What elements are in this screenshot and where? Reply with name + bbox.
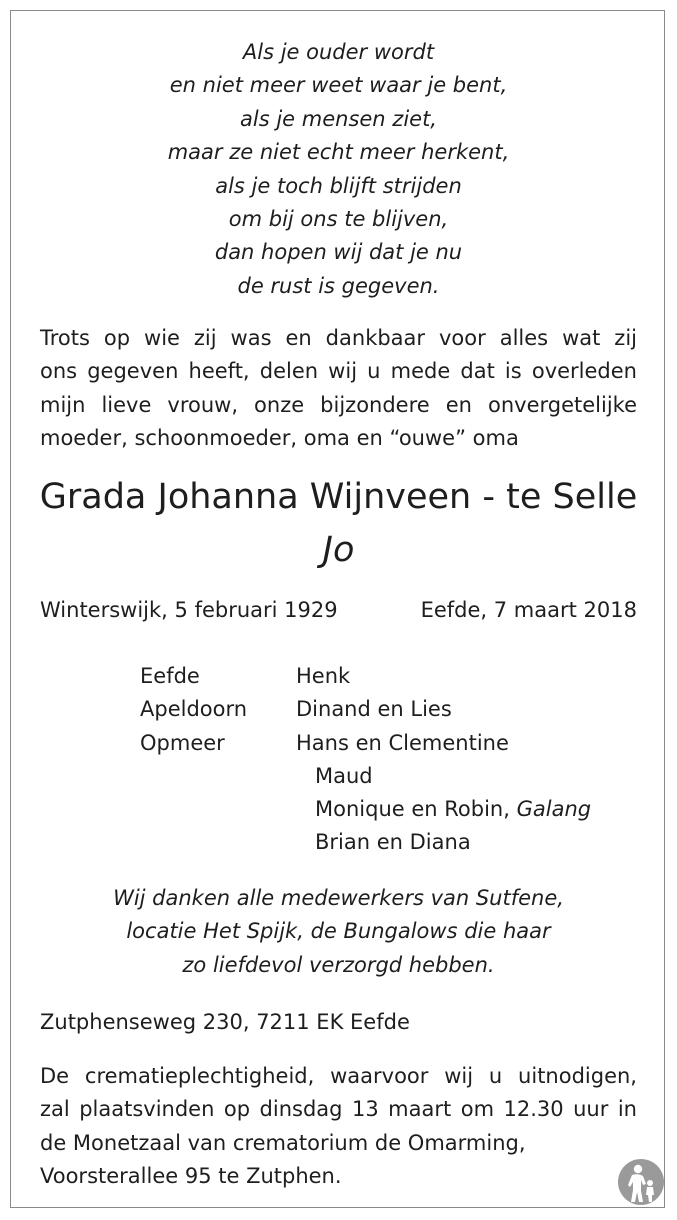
family-names: Dinand en Lies: [296, 697, 452, 722]
family-place: Eefde: [140, 664, 200, 688]
intro-line: Trots op wie zij was en dankbaar voor alles wat zij: [40, 326, 637, 350]
cremation-line: zal plaatsvinden op dinsdag 13 maart om 12.30 uur in: [40, 1097, 637, 1122]
cremation-line: Voorsterallee 95 te Zutphen.: [40, 1164, 342, 1189]
grandchild-row: [0, 793, 677, 826]
deceased-full-name: Grada Johanna Wijnveen - te Selle: [39, 477, 638, 517]
poem-line: als je mensen ziet,: [240, 106, 437, 131]
family-place: Opmeer: [140, 730, 225, 755]
poem-line: en niet meer weet waar je bent,: [169, 73, 508, 98]
birth-date: Winterswijk, 5 februari 1929: [40, 598, 338, 622]
family-place: Apeldoorn: [140, 697, 248, 722]
grandchild-names: Monique en Robin, Galang: [315, 797, 592, 822]
poem-line: de rust is gegeven.: [237, 273, 440, 298]
grandchild-row: [0, 760, 677, 793]
grandchild-names: Brian en Diana: [315, 830, 471, 855]
intro-line: moeder, schoonmoeder, oma en “ouwe” oma: [40, 426, 519, 451]
poem-line: dan hopen wij dat je nu: [214, 240, 463, 265]
poem: [40, 36, 637, 303]
thanks-line: zo liefdevol verzorgd hebben.: [182, 952, 495, 977]
intro-line: mijn lieve vrouw, onze bijzondere en onvergetelijke: [40, 392, 637, 417]
grandchild-names: Maud: [315, 763, 373, 788]
grandchild-row: [0, 826, 677, 859]
family-list: [0, 660, 677, 860]
family-names: Hans en Clementine: [296, 730, 509, 755]
cremation-details: [40, 1060, 637, 1194]
poem-line: Als je ouder wordt: [242, 40, 435, 64]
person-with-child-logo-icon: [617, 1158, 665, 1206]
family-names: Henk: [296, 664, 351, 688]
cremation-line: de Monetzaal van crematorium de Omarming,: [40, 1130, 526, 1155]
poem-line: om bij ons te blijven,: [228, 207, 449, 232]
thanks-line: locatie Het Spijk, de Bungalows die haar: [126, 919, 551, 944]
family-row: [0, 693, 677, 726]
intro-line: ons gegeven heeft, delen wij u mede dat is overleden: [40, 359, 637, 384]
thanks-note: [40, 882, 637, 982]
poem-line: als je toch blijft strijden: [215, 173, 462, 198]
family-row: [0, 660, 677, 693]
death-date: Eefde, 7 maart 2018: [420, 598, 637, 622]
grandchild-place: Galang: [516, 797, 592, 822]
family-row: [0, 727, 677, 760]
deceased-nickname: Jo: [322, 530, 355, 570]
cremation-line: De crematieplechtigheid, waarvoor wij u uitnodigen,: [40, 1064, 637, 1088]
correspondence-address: Zutphenseweg 230, 7211 EK Eefde: [40, 1010, 410, 1034]
thanks-line: Wij danken alle medewerkers van Sutfene,: [113, 886, 564, 910]
poem-line: maar ze niet echt meer herkent,: [167, 140, 510, 165]
intro-paragraph: [40, 322, 637, 456]
